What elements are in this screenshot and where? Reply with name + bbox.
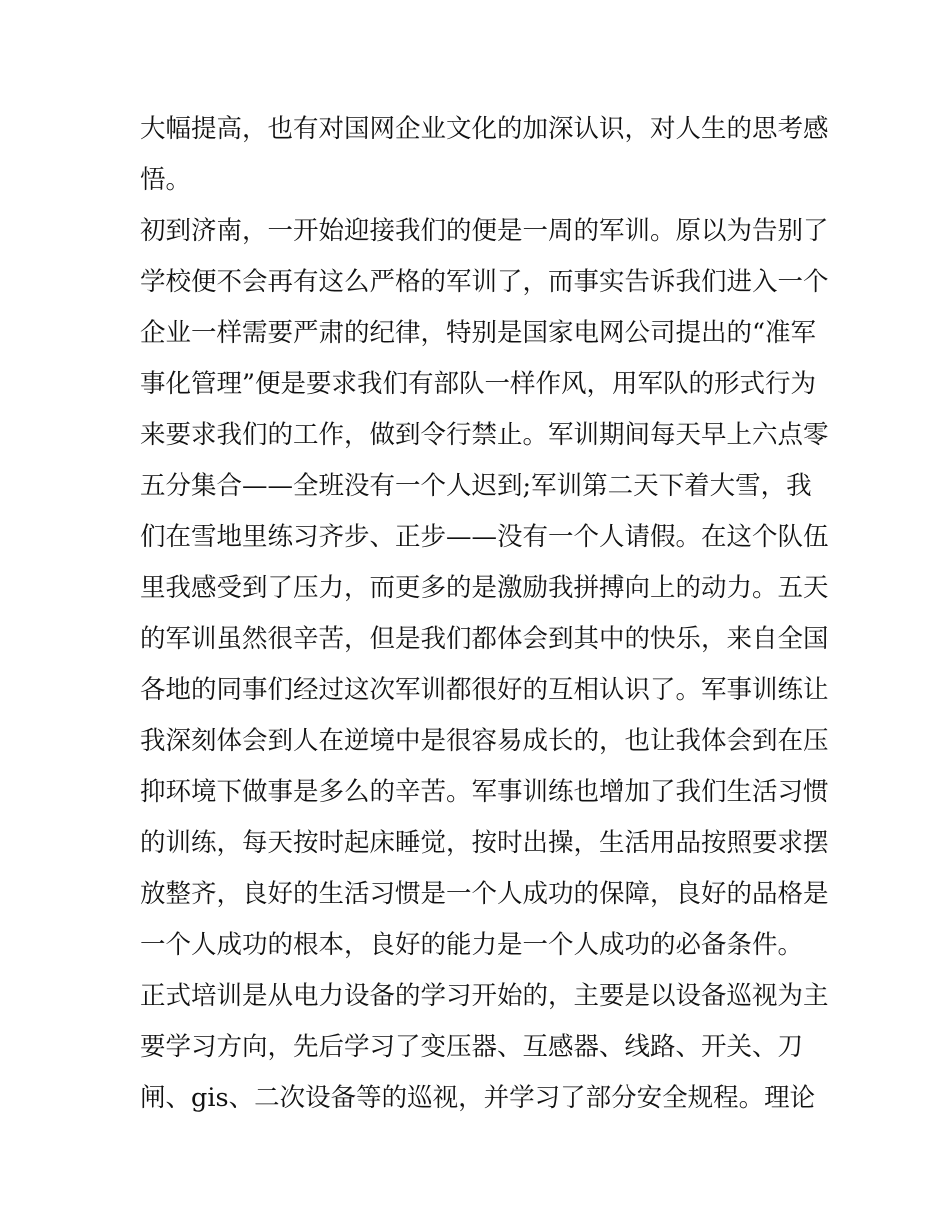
- text-line: 们在雪地里练习齐步、正步——没有一个人请假。在这个队伍: [140, 522, 829, 552]
- text-line: 抑环境下做事是多么的辛苦。军事训练也增加了我们生活习惯: [140, 777, 829, 807]
- text-line: 来要求我们的工作，做到令行禁止。军训期间每天早上六点零: [140, 420, 829, 450]
- text-line: 正式培训是从电力设备的学习开始的，主要是以设备巡视为主: [140, 981, 829, 1011]
- text-line: 闸、gis、二次设备等的巡视，并学习了部分安全规程。理论: [140, 1083, 816, 1113]
- text-line: 学校便不会再有这么严格的军训了，而事实告诉我们进入一个: [140, 267, 829, 297]
- body-text: [140, 104, 829, 1124]
- text-line: 要学习方向，先后学习了变压器、互感器、线路、开关、刀: [140, 1032, 804, 1062]
- text-line: 企业一样需要严肃的纪律，特别是国家电网公司提出的“准军: [140, 318, 817, 348]
- text-line: 初到济南，一开始迎接我们的便是一周的军训。原以为告别了: [140, 216, 829, 246]
- text-line: 事化管理”便是要求我们有部队一样作风，用军队的形式行为: [140, 369, 817, 399]
- text-line: 放整齐，良好的生活习惯是一个人成功的保障，良好的品格是: [140, 879, 829, 909]
- text-line: 大幅提高，也有对国网企业文化的加深认识，对人生的思考感: [140, 114, 829, 144]
- text-line: 我深刻体会到人在逆境中是很容易成长的，也让我体会到在压: [140, 726, 829, 756]
- text-line: 各地的同事们经过这次军训都很好的互相认识了。军事训练让: [140, 675, 829, 705]
- text-line: 的军训虽然很辛苦，但是我们都体会到其中的快乐，来自全国: [140, 624, 829, 654]
- text-line: 五分集合——全班没有一个人迟到;军训第二天下着大雪，我: [140, 471, 812, 501]
- text-line: 悟。: [140, 165, 192, 195]
- text-line: 的训练，每天按时起床睡觉，按时出操，生活用品按照要求摆: [140, 828, 829, 858]
- text-line: 一个人成功的根本，良好的能力是一个人成功的必备条件。: [140, 930, 804, 960]
- text-line: 里我感受到了压力，而更多的是激励我拼搏向上的动力。五天: [140, 573, 829, 603]
